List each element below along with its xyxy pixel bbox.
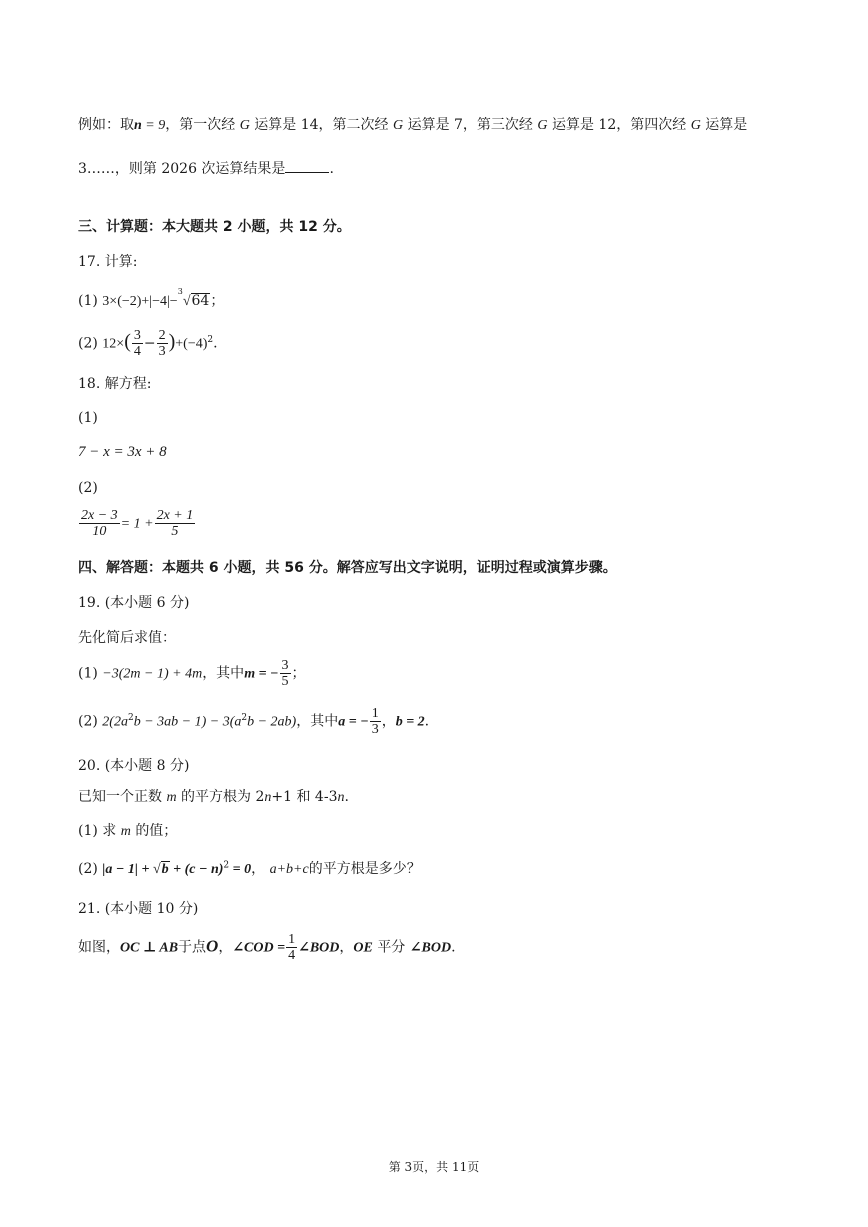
expr: m = − xyxy=(244,666,279,682)
part-label: (1) xyxy=(78,665,98,682)
expr: +(−4) xyxy=(175,336,208,352)
expr: a+b+c xyxy=(269,862,309,877)
fraction: $\frac{2}{3}$ xyxy=(158,328,166,359)
text: ，其中 xyxy=(202,665,245,682)
text: 于点 xyxy=(178,939,207,956)
section-3-heading: 三、计算题：本大题共 2 小题，共 12 分。 xyxy=(78,219,351,235)
text: 的平方根为 2 xyxy=(181,789,265,805)
fraction: $\frac{2x + 1}{5}$ xyxy=(156,508,194,539)
text: ，其中 xyxy=(296,713,339,730)
punct: ； xyxy=(291,665,306,682)
expr: OE xyxy=(353,940,373,956)
fraction: $\frac{1}{4}$ xyxy=(288,932,296,963)
expr: = 1 + xyxy=(120,516,154,532)
q17-part-1: (1) 3×(−2)+|−4|−$^3$√64； xyxy=(78,287,225,309)
var-m: m xyxy=(166,790,177,805)
expr: ∠COD = xyxy=(232,940,286,956)
var-m: m xyxy=(120,824,131,839)
expr: ∠BOD xyxy=(298,940,340,956)
q18-part-1-label: (1) xyxy=(78,410,98,426)
q19-part-2 xyxy=(78,706,429,737)
expr: = 0 xyxy=(229,862,252,877)
expr: 12× xyxy=(102,336,125,352)
point-o: O xyxy=(206,936,219,956)
text: 如图， xyxy=(78,939,120,956)
answer-blank[interactable] xyxy=(285,160,329,173)
q20-title: 20. (本小题 8 分) xyxy=(78,758,190,774)
example-text: 3……，则第 2026 次运算结果是 xyxy=(78,161,286,177)
example-text: 例如：取 xyxy=(78,117,134,133)
minus: − xyxy=(143,335,156,352)
expr: a = − xyxy=(338,714,369,730)
expr: b = 2 xyxy=(395,714,425,730)
example-line-2 xyxy=(78,158,334,178)
example-text: ，第一次经 xyxy=(165,117,236,133)
var-g: G xyxy=(537,118,548,133)
punct: ； xyxy=(210,293,225,309)
text: 已知一个正数 xyxy=(78,789,162,805)
root-index: 3 xyxy=(177,287,183,296)
punct: . xyxy=(451,939,456,956)
example-end: . xyxy=(329,161,334,177)
punct: . xyxy=(344,789,349,805)
exponent: 2 xyxy=(241,712,248,723)
expr: 2(2a xyxy=(102,714,128,730)
q20-stem xyxy=(78,786,349,806)
var-n: n xyxy=(264,790,272,805)
expr: 3×(−2)+|−4|− xyxy=(102,294,178,309)
radicand: 64 xyxy=(191,293,210,309)
q18-part-2-label: (2) xyxy=(78,480,98,496)
expr: b − 2ab) xyxy=(247,714,297,730)
var-g: G xyxy=(690,118,701,133)
var-n: n xyxy=(134,118,142,133)
punct: ， xyxy=(218,939,233,956)
q20-part-2: (2) $|a - 1| + √b + (c - n)^2 = 0$， a+b+c的平方根是多少？ xyxy=(78,860,421,877)
part-label: (2) xyxy=(78,713,98,730)
exponent: 2 xyxy=(127,712,134,723)
q17-title: 17. 计算: xyxy=(78,254,138,270)
q19-part-1 xyxy=(78,658,306,689)
text: 的值； xyxy=(135,823,178,839)
punct: ， xyxy=(381,713,396,730)
exponent: 2 xyxy=(223,860,230,871)
fraction: $\frac{3}{4}$ xyxy=(133,328,141,359)
exponent: 2 xyxy=(207,334,214,345)
text: (1) 求 xyxy=(78,823,117,839)
example-line-1 xyxy=(78,114,747,134)
expr: b − 3ab − 1) − 3(a xyxy=(133,714,242,730)
fraction: $\frac{1}{3}$ xyxy=(371,706,379,737)
fraction: $\frac{2x - 3}{10}$ xyxy=(81,508,118,539)
part-label: (2) xyxy=(78,335,98,352)
q18-part-1-equation: 7 − x = 3x + 8 xyxy=(78,444,167,460)
example-text: 运算是 12，第四次经 xyxy=(551,117,687,133)
expr: −3(2m − 1) + 4m xyxy=(102,666,203,682)
punct: ， xyxy=(251,861,266,877)
q19-intro: 先化简后求值： xyxy=(78,630,176,646)
text: 平分 xyxy=(377,939,406,956)
expr: OC ⊥ AB xyxy=(120,940,179,956)
q18-part-2-equation xyxy=(78,508,196,539)
q21-stem xyxy=(78,932,456,963)
example-text: 运算是 7，第三次经 xyxy=(407,117,533,133)
punct: . xyxy=(213,335,218,352)
example-text: 运算是 14，第二次经 xyxy=(254,117,389,133)
punct: ， xyxy=(339,939,354,956)
expr: |a − 1| + xyxy=(102,862,153,877)
fraction: $\frac{3}{5}$ xyxy=(281,658,289,689)
q17-part-2: (2) 12×( $\frac{3}{4}$ − $\frac{2}{3}$ )$+(-4)^2$. xyxy=(78,328,218,359)
example-text: 运算是 xyxy=(705,117,748,133)
part-label: (2) xyxy=(78,861,98,877)
q21-title: 21. (本小题 10 分) xyxy=(78,901,199,917)
page-footer: 第 3页，共 11页 xyxy=(388,1160,480,1174)
expr: + (c − n) xyxy=(169,862,224,877)
part-label: (1) xyxy=(78,293,98,309)
q18-title: 18. 解方程: xyxy=(78,376,152,392)
var-n: n xyxy=(337,790,345,805)
q20-part-1 xyxy=(78,820,177,840)
var-g: G xyxy=(393,118,404,133)
expr: ∠BOD xyxy=(409,940,452,956)
text: 的平方根是多少？ xyxy=(308,861,421,877)
text: +1 和 4-3 xyxy=(271,789,338,805)
var-g: G xyxy=(239,118,250,133)
section-4-heading: 四、解答题：本题共 6 小题，共 56 分。解答应写出文字说明，证明过程或演算步骤。 xyxy=(78,560,617,576)
q19-title: 19. (本小题 6 分) xyxy=(78,595,190,611)
radicand: b xyxy=(161,862,169,877)
punct: . xyxy=(424,713,430,730)
example-eq: = 9 xyxy=(141,118,166,133)
